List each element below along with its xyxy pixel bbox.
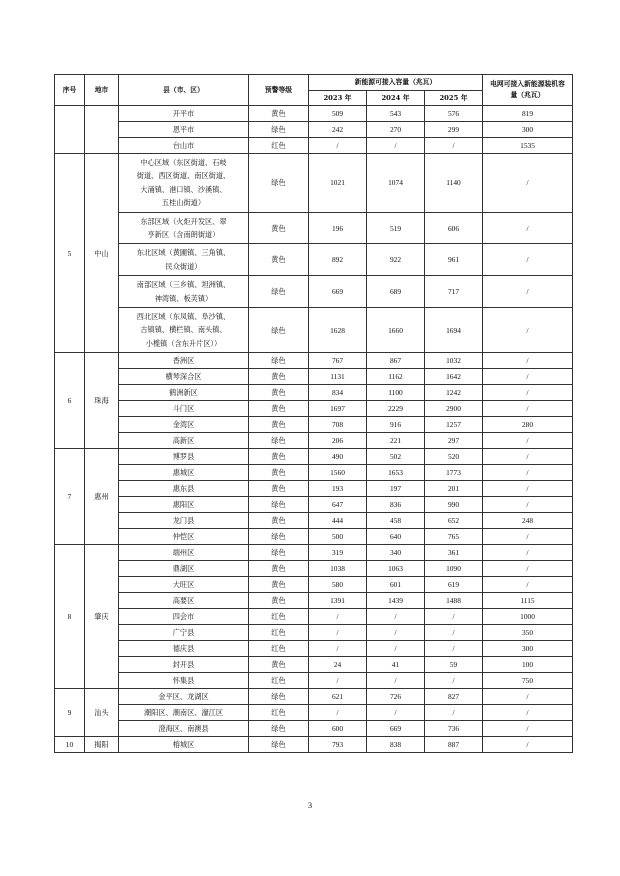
grid-capacity: 1535: [483, 138, 573, 154]
grid-capacity: /: [483, 497, 573, 513]
seq-cell: 7: [55, 449, 85, 545]
value-2024: 543: [367, 106, 425, 122]
county-cell: [119, 641, 249, 657]
county-line: 西北区域（东凤镇、阜沙镇、: [136, 312, 231, 322]
value-2023: 708: [309, 417, 367, 433]
county-cell: [119, 609, 249, 625]
seq-cell: 9: [55, 689, 85, 737]
value-2024: 340: [367, 545, 425, 561]
table-row: [55, 385, 573, 401]
city-cell: 中山: [85, 154, 119, 353]
value-2023: 490: [309, 449, 367, 465]
county-line: 潮阳区、潮南区、濠江区: [143, 708, 224, 718]
value-2023: 600: [309, 721, 367, 737]
seq-cell: [55, 106, 85, 154]
county-line: 大旺区: [172, 580, 195, 590]
grid-capacity: /: [483, 154, 573, 213]
county-line: 惠阳区: [172, 500, 195, 510]
value-2023: 1697: [309, 401, 367, 417]
value-2024: 1074: [367, 154, 425, 213]
table-row: [55, 369, 573, 385]
value-2023: 24: [309, 657, 367, 673]
table-row: [55, 641, 573, 657]
value-2025: /: [425, 641, 483, 657]
document-page: [54, 74, 572, 753]
table-row: [55, 212, 573, 244]
county-line: 鼎湖区: [172, 564, 195, 574]
value-2023: 1038: [309, 561, 367, 577]
city-cell: [85, 106, 119, 154]
value-2025: 1694: [425, 308, 483, 353]
warning-level: 绿色: [249, 353, 309, 369]
grid-capacity: /: [483, 276, 573, 308]
warning-level: 绿色: [249, 721, 309, 737]
table-row: [55, 721, 573, 737]
table-row: [55, 276, 573, 308]
value-2023: 669: [309, 276, 367, 308]
value-2025: 2900: [425, 401, 483, 417]
county-cell: [119, 433, 249, 449]
warning-level: 黄色: [249, 481, 309, 497]
grid-capacity: 280: [483, 417, 573, 433]
warning-level: 黄色: [249, 465, 309, 481]
grid-capacity: 248: [483, 513, 573, 529]
table-row: [55, 481, 573, 497]
warning-level: 黄色: [249, 449, 309, 465]
table-row: [55, 609, 573, 625]
county-line: 南部区域（三乡镇、坦洲镇、: [136, 280, 231, 290]
county-cell: [119, 529, 249, 545]
grid-capacity: /: [483, 577, 573, 593]
grid-capacity: /: [483, 369, 573, 385]
grid-capacity: 750: [483, 673, 573, 689]
county-line: 怀集县: [172, 676, 195, 686]
county-line: 香洲区: [172, 356, 195, 366]
value-2025: 201: [425, 481, 483, 497]
grid-capacity: /: [483, 705, 573, 721]
county-cell: [119, 417, 249, 433]
value-2023: /: [309, 641, 367, 657]
county-cell: [119, 593, 249, 609]
value-2024: 640: [367, 529, 425, 545]
grid-capacity: /: [483, 212, 573, 244]
value-2025: 520: [425, 449, 483, 465]
value-2025: 652: [425, 513, 483, 529]
county-cell: [119, 154, 249, 213]
grid-capacity: 100: [483, 657, 573, 673]
county-line: 五桂山街道）: [161, 198, 206, 208]
grid-capacity: 300: [483, 641, 573, 657]
value-2023: 193: [309, 481, 367, 497]
county-line: 民众街道）: [165, 261, 202, 271]
value-2023: 444: [309, 513, 367, 529]
warning-level: 绿色: [249, 276, 309, 308]
grid-capacity: /: [483, 529, 573, 545]
grid-capacity: /: [483, 561, 573, 577]
value-2023: 1391: [309, 593, 367, 609]
county-cell: [119, 657, 249, 673]
county-line: 横琴深合区: [165, 372, 202, 382]
value-2023: 621: [309, 689, 367, 705]
value-2024: 1439: [367, 593, 425, 609]
table-row: [55, 673, 573, 689]
grid-capacity: /: [483, 353, 573, 369]
value-2023: 767: [309, 353, 367, 369]
value-2023: /: [309, 673, 367, 689]
value-2023: 509: [309, 106, 367, 122]
county-cell: [119, 276, 249, 308]
grid-capacity: 350: [483, 625, 573, 641]
county-line: 四会市: [172, 612, 195, 622]
value-2024: 1063: [367, 561, 425, 577]
warning-level: 黄色: [249, 212, 309, 244]
value-2024: 2229: [367, 401, 425, 417]
county-cell: 恩平市: [119, 122, 249, 138]
county-cell: [119, 545, 249, 561]
value-2025: 1242: [425, 385, 483, 401]
value-2024: 1653: [367, 465, 425, 481]
county-line: 博罗县: [172, 452, 195, 462]
warning-level: 绿色: [249, 545, 309, 561]
county-cell: [119, 481, 249, 497]
value-2024: /: [367, 138, 425, 154]
value-2024: 270: [367, 122, 425, 138]
value-2023: 647: [309, 497, 367, 513]
warning-level: 绿色: [249, 689, 309, 705]
value-2023: 206: [309, 433, 367, 449]
county-cell: [119, 513, 249, 529]
grid-capacity: /: [483, 449, 573, 465]
value-2024: 1162: [367, 369, 425, 385]
table-row: [55, 449, 573, 465]
value-2023: 500: [309, 529, 367, 545]
header-city: 地市: [85, 75, 119, 106]
value-2025: 887: [425, 737, 483, 753]
value-2025: 619: [425, 577, 483, 593]
warning-level: 黄色: [249, 657, 309, 673]
header-2024: 2024 年: [367, 91, 425, 106]
value-2025: /: [425, 705, 483, 721]
value-2023: 580: [309, 577, 367, 593]
warning-level: 绿色: [249, 737, 309, 753]
county-cell: [119, 705, 249, 721]
grid-capacity: 1000: [483, 609, 573, 625]
table-row: [55, 529, 573, 545]
table-row: [55, 657, 573, 673]
county-cell: [119, 689, 249, 705]
warning-level: 黄色: [249, 593, 309, 609]
warning-level: 黄色: [249, 577, 309, 593]
warning-level: 黄色: [249, 385, 309, 401]
county-line: 惠城区: [172, 468, 195, 478]
county-cell: [119, 673, 249, 689]
value-2024: 838: [367, 737, 425, 753]
value-2024: /: [367, 705, 425, 721]
county-line: 金平区、龙湖区: [158, 692, 209, 702]
county-line: 亨新区（含南朗街道）: [147, 230, 220, 240]
value-2024: 601: [367, 577, 425, 593]
warning-level: 绿色: [249, 497, 309, 513]
value-2024: 502: [367, 449, 425, 465]
county-line: 斗门区: [172, 404, 195, 414]
value-2023: /: [309, 138, 367, 154]
table-row: [55, 513, 573, 529]
value-2024: 458: [367, 513, 425, 529]
grid-capacity: /: [483, 385, 573, 401]
county-line: 金湾区: [172, 420, 195, 430]
warning-level: 红色: [249, 625, 309, 641]
value-2023: 196: [309, 212, 367, 244]
county-cell: [119, 212, 249, 244]
seq-cell: 5: [55, 154, 85, 353]
county-line: 龙门县: [172, 516, 195, 526]
county-line: 广宁县: [172, 628, 195, 638]
table-row: [55, 545, 573, 561]
value-2024: 1100: [367, 385, 425, 401]
grid-capacity: /: [483, 689, 573, 705]
value-2025: 990: [425, 497, 483, 513]
value-2024: /: [367, 641, 425, 657]
table-row: [55, 561, 573, 577]
warning-level: 黄色: [249, 417, 309, 433]
city-cell: 汕头: [85, 689, 119, 737]
value-2024: /: [367, 609, 425, 625]
value-2025: 961: [425, 244, 483, 276]
grid-capacity: /: [483, 737, 573, 753]
header-warning: 预警等级: [249, 75, 309, 106]
value-2023: /: [309, 625, 367, 641]
value-2025: 1140: [425, 154, 483, 213]
value-2024: 41: [367, 657, 425, 673]
header-2023: 2023 年: [309, 91, 367, 106]
warning-level: 红色: [249, 609, 309, 625]
warning-level: 黄色: [249, 369, 309, 385]
city-cell: 肇庆: [85, 545, 119, 689]
value-2025: 299: [425, 122, 483, 138]
value-2023: 892: [309, 244, 367, 276]
value-2024: 197: [367, 481, 425, 497]
value-2024: 867: [367, 353, 425, 369]
warning-level: 绿色: [249, 433, 309, 449]
value-2023: 1021: [309, 154, 367, 213]
value-2025: 1773: [425, 465, 483, 481]
city-cell: 惠州: [85, 449, 119, 545]
grid-capacity: 300: [483, 122, 573, 138]
value-2025: 1642: [425, 369, 483, 385]
value-2025: /: [425, 609, 483, 625]
value-2025: 1257: [425, 417, 483, 433]
value-2025: 1488: [425, 593, 483, 609]
county-cell: [119, 401, 249, 417]
warning-level: 红色: [249, 641, 309, 657]
city-cell: 揭阳: [85, 737, 119, 753]
value-2023: /: [309, 609, 367, 625]
county-cell: [119, 353, 249, 369]
table-row: [55, 689, 573, 705]
value-2025: 827: [425, 689, 483, 705]
value-2025: 1090: [425, 561, 483, 577]
value-2024: /: [367, 625, 425, 641]
county-cell: [119, 561, 249, 577]
table-row: [55, 737, 573, 753]
county-line: 仲恺区: [172, 532, 195, 542]
value-2023: 1628: [309, 308, 367, 353]
seq-cell: 10: [55, 737, 85, 753]
county-line: 封开县: [172, 660, 195, 670]
header-capacity-group: 新能源可接入容量（兆瓦）: [309, 75, 483, 91]
value-2025: 361: [425, 545, 483, 561]
table-row: [55, 625, 573, 641]
value-2025: /: [425, 673, 483, 689]
warning-level: 黄色: [249, 401, 309, 417]
header-2025: 2025 年: [425, 91, 483, 106]
warning-level: 红色: [249, 138, 309, 154]
grid-capacity: 1115: [483, 593, 573, 609]
county-line: 中心区域（东区街道、石岐: [140, 158, 227, 167]
city-cell: 珠海: [85, 353, 119, 449]
value-2024: 1660: [367, 308, 425, 353]
county-line: 小榄镇（含东升片区））: [145, 338, 222, 348]
grid-capacity: /: [483, 465, 573, 481]
value-2025: 717: [425, 276, 483, 308]
value-2025: 297: [425, 433, 483, 449]
table-body: [55, 106, 573, 753]
county-cell: [119, 737, 249, 753]
county-line: 大涌镇、港口镇、沙溪镇、: [140, 184, 227, 194]
county-line: 东部区域（火炬开发区、翠: [140, 216, 227, 226]
value-2025: /: [425, 625, 483, 641]
county-line: 榕城区: [172, 740, 195, 750]
table-row: [55, 593, 573, 609]
county-cell: [119, 449, 249, 465]
county-line: 德庆县: [172, 644, 195, 654]
value-2025: 606: [425, 212, 483, 244]
warning-level: 黄色: [249, 244, 309, 276]
county-cell: [119, 465, 249, 481]
value-2023: 834: [309, 385, 367, 401]
value-2024: /: [367, 673, 425, 689]
value-2025: /: [425, 138, 483, 154]
value-2025: 59: [425, 657, 483, 673]
county-line: 街道、西区街道、南区街道、: [136, 171, 231, 181]
grid-capacity: /: [483, 308, 573, 353]
table-row: [55, 417, 573, 433]
warning-level: 红色: [249, 705, 309, 721]
warning-level: 黄色: [249, 513, 309, 529]
warning-level: 绿色: [249, 529, 309, 545]
warning-level: 红色: [249, 673, 309, 689]
table-row: [55, 122, 573, 138]
value-2024: 726: [367, 689, 425, 705]
county-cell: [119, 244, 249, 276]
grid-capacity: /: [483, 433, 573, 449]
value-2024: 922: [367, 244, 425, 276]
page-number: 3: [307, 800, 313, 810]
county-cell: [119, 577, 249, 593]
warning-level: 黄色: [249, 561, 309, 577]
value-2024: 689: [367, 276, 425, 308]
grid-capacity: /: [483, 481, 573, 497]
county-line: 神湾镇、板芙镇）: [154, 293, 213, 303]
county-line: 鹤洲新区: [169, 388, 198, 398]
county-cell: [119, 308, 249, 353]
grid-capacity: /: [483, 244, 573, 276]
value-2024: 836: [367, 497, 425, 513]
table-row: [55, 154, 573, 213]
value-2025: 576: [425, 106, 483, 122]
value-2023: 793: [309, 737, 367, 753]
grid-capacity: 819: [483, 106, 573, 122]
county-cell: [119, 385, 249, 401]
capacity-table: [54, 74, 573, 753]
warning-level: 绿色: [249, 308, 309, 353]
county-line: 澄海区、南澳县: [158, 724, 209, 734]
county-line: 端州区: [172, 548, 195, 558]
county-cell: [119, 369, 249, 385]
county-line: 高新区: [172, 436, 195, 446]
table-row: [55, 465, 573, 481]
county-line: 古镇镇、横栏镇、南头镇、: [140, 325, 227, 335]
grid-capacity: /: [483, 545, 573, 561]
warning-level: 绿色: [249, 154, 309, 213]
county-cell: 台山市: [119, 138, 249, 154]
warning-level: 黄色: [249, 106, 309, 122]
table-row: [55, 433, 573, 449]
seq-cell: 6: [55, 353, 85, 449]
value-2023: /: [309, 705, 367, 721]
seq-cell: 8: [55, 545, 85, 689]
warning-level: 绿色: [249, 122, 309, 138]
value-2025: 765: [425, 529, 483, 545]
header-county: 县（市、区）: [119, 75, 249, 106]
county-cell: [119, 721, 249, 737]
county-line: 惠东县: [172, 484, 195, 494]
table-row: [55, 138, 573, 154]
value-2023: 1560: [309, 465, 367, 481]
county-cell: [119, 625, 249, 641]
table-row: [55, 308, 573, 353]
value-2024: 669: [367, 721, 425, 737]
value-2024: 916: [367, 417, 425, 433]
value-2025: 736: [425, 721, 483, 737]
table-row: [55, 577, 573, 593]
table-row: [55, 705, 573, 721]
table-row: [55, 353, 573, 369]
value-2024: 519: [367, 212, 425, 244]
table-row: [55, 106, 573, 122]
table-row: [55, 401, 573, 417]
value-2023: 1131: [309, 369, 367, 385]
value-2024: 221: [367, 433, 425, 449]
county-line: 东北区域（黄圃镇、三角镇、: [136, 248, 231, 258]
value-2023: 319: [309, 545, 367, 561]
grid-capacity: /: [483, 721, 573, 737]
county-line: 高要区: [172, 596, 195, 606]
county-cell: 开平市: [119, 106, 249, 122]
county-cell: [119, 497, 249, 513]
table-row: [55, 244, 573, 276]
header-grid-capacity: 电网可接入新能源装机容量（兆瓦）: [483, 75, 573, 106]
header-seq: 序号: [55, 75, 85, 106]
table-row: [55, 497, 573, 513]
grid-capacity: /: [483, 401, 573, 417]
value-2023: 242: [309, 122, 367, 138]
value-2025: 1032: [425, 353, 483, 369]
